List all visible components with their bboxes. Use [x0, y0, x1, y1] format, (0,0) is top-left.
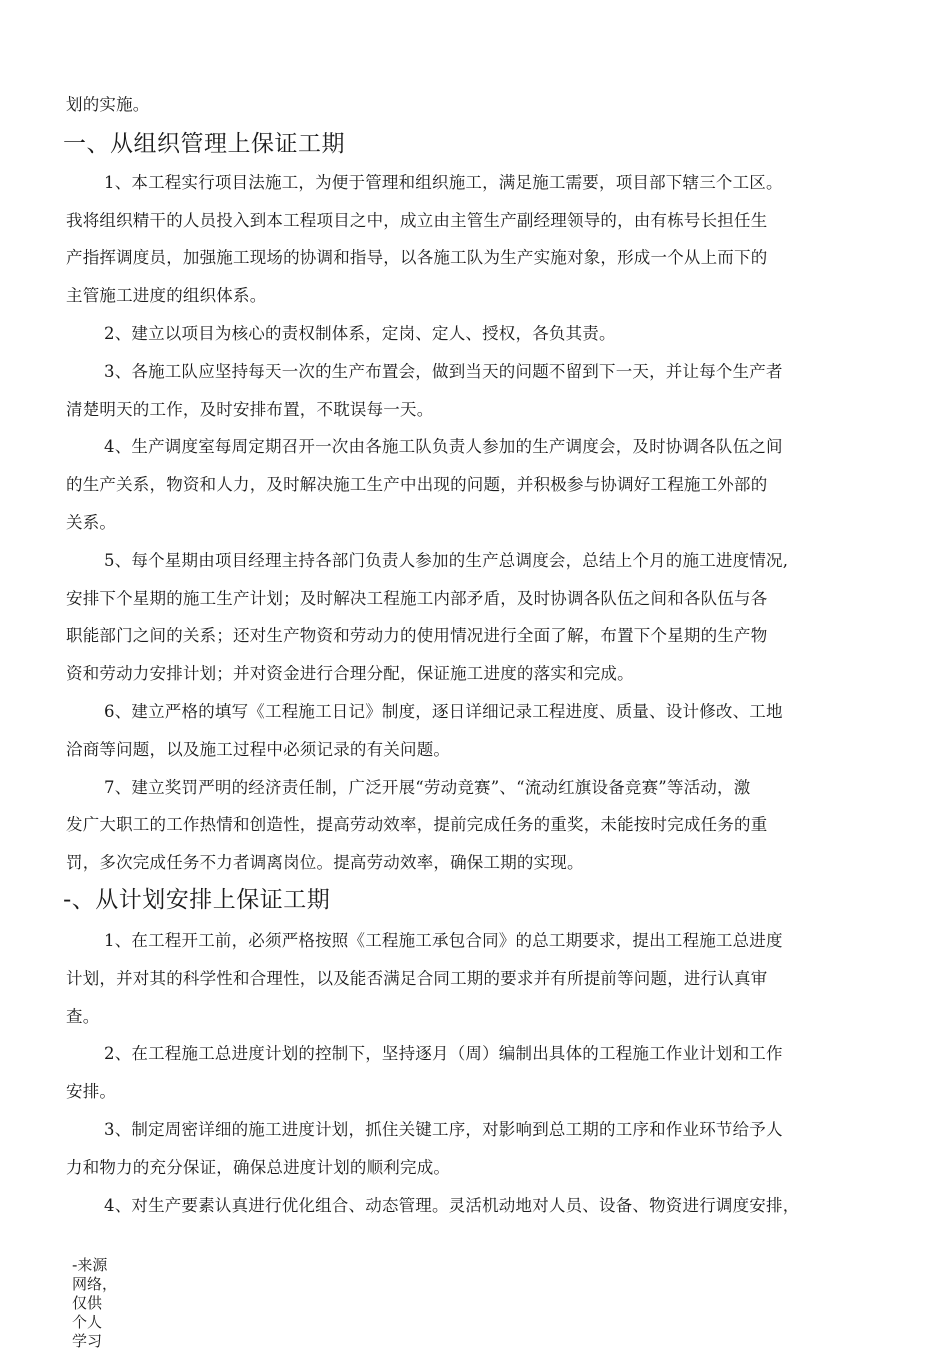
- paragraph-line: 1、在工程开工前，必须严格按照《工程施工承包合同》的总工期要求，提出工程施工总进度: [104, 930, 783, 950]
- paragraph-line: 查。: [66, 1006, 100, 1026]
- intro-line: 划的实施。: [66, 95, 150, 114]
- footer-line: 网络，: [72, 1275, 118, 1293]
- paragraph-line: 职能部门之间的关系；还对生产物资和劳动力的使用情况进行全面了解，布置下个星期的生产物: [66, 626, 768, 646]
- paragraph-line: 产指挥调度员，加强施工现场的协调和指导，以各施工队为生产实施对象，形成一个从上而下的: [66, 248, 768, 268]
- section-1-paragraph-5: [66, 542, 890, 693]
- paragraph-line: 6、建立严格的填写《工程施工日记》制度，逐日详细记录工程进度、质量、设计修改、工地: [104, 701, 783, 721]
- section-1-paragraph-1: [66, 164, 890, 315]
- section-2-paragraph-4: [66, 1187, 890, 1225]
- paragraph-line: 5、每个星期由项目经理主持各部门负责人参加的生产总调度会，总结上个月的施工进度情况,: [104, 550, 789, 570]
- paragraph-line: 7、建立奖罚严明的经济责任制，广泛开展“劳动竞赛”、“流动红旗设备竞赛”等活动，激: [104, 777, 751, 797]
- footer-line: 个人: [72, 1313, 103, 1331]
- footer-line: -来源: [72, 1256, 108, 1274]
- section-1-paragraph-4: [66, 428, 890, 541]
- paragraph-line: 关系。: [66, 512, 117, 532]
- section-2-paragraph-1: [66, 922, 890, 1035]
- section-1-heading: 一、从组织管理上保证工期: [63, 130, 345, 157]
- source-footer-note: [72, 1256, 122, 1351]
- section-1-paragraph-3: [66, 353, 890, 429]
- section-2-heading: -、从计划安排上保证工期: [63, 886, 331, 913]
- paragraph-line: 2、在工程施工总进度计划的控制下，坚持逐月（周）编制出具体的工程施工作业计划和工作: [104, 1044, 783, 1064]
- paragraph-line: 我将组织精干的人员投入到本工程项目之中，成立由主管生产副经理领导的，由有栋号长担任生: [66, 210, 768, 230]
- paragraph-line: 3、制定周密详细的施工进度计划，抓住关键工序，对影响到总工期的工序和作业环节给予人: [104, 1119, 783, 1139]
- section-1-paragraph-2: [66, 315, 890, 353]
- section-2-paragraph-3: [66, 1111, 890, 1187]
- section-1-paragraph-6: [66, 693, 890, 769]
- paragraph-line: 安排下个星期的施工生产计划；及时解决工程施工内部矛盾，及时协调各队伍之间和各队伍与各: [66, 588, 768, 608]
- footer-line: 学习: [72, 1332, 103, 1350]
- paragraph-line: 清楚明天的工作，及时安排布置，不耽误每一天。: [66, 399, 434, 419]
- paragraph-line: 发广大职工的工作热情和创造性，提高劳动效率，提前完成任务的重奖，未能按时完成任务的重: [66, 815, 768, 835]
- paragraph-line: 计划，并对其的科学性和合理性，以及能否满足合同工期的要求并有所提前等问题，进行认真审: [66, 968, 768, 988]
- paragraph-line: 洽商等问题，以及施工过程中必须记录的有关问题。: [66, 739, 451, 759]
- paragraph-line: 资和劳动力安排计划；并对资金进行合理分配，保证施工进度的落实和完成。: [66, 664, 634, 684]
- paragraph-line: 3、各施工队应坚持每天一次的生产布置会，做到当天的问题不留到下一天，并让每个生产者: [104, 361, 783, 381]
- paragraph-line: 力和物力的充分保证，确保总进度计划的顺利完成。: [66, 1157, 451, 1177]
- paragraph-line: 2、建立以项目为核心的责权制体系，定岗、定人、授权，各负其责。: [104, 323, 616, 343]
- footer-line: 仅供: [72, 1294, 103, 1312]
- document-page: [63, 86, 890, 1224]
- section-2-paragraph-2: [66, 1035, 890, 1111]
- paragraph-line: 安排。: [66, 1082, 117, 1102]
- paragraph-line: 4、对生产要素认真进行优化组合、动态管理。灵活机动地对人员、设备、物资进行调度安排，: [104, 1195, 800, 1215]
- section-1-paragraph-7: [66, 769, 890, 882]
- paragraph-line: 罚，多次完成任务不力者调离岗位。提高劳动效率，确保工期的实现。: [66, 853, 584, 873]
- paragraph-line: 4、生产调度室每周定期召开一次由各施工队负责人参加的生产调度会，及时协调各队伍之间: [104, 437, 783, 457]
- paragraph-line: 的生产关系，物资和人力，及时解决施工生产中出现的问题，并积极参与协调好工程施工外部的: [66, 475, 768, 495]
- paragraph-line: 主管施工进度的组织体系。: [66, 286, 267, 306]
- paragraph-line: 1、本工程实行项目法施工，为便于管理和组织施工，满足施工需要，项目部下辖三个工区。: [104, 172, 783, 192]
